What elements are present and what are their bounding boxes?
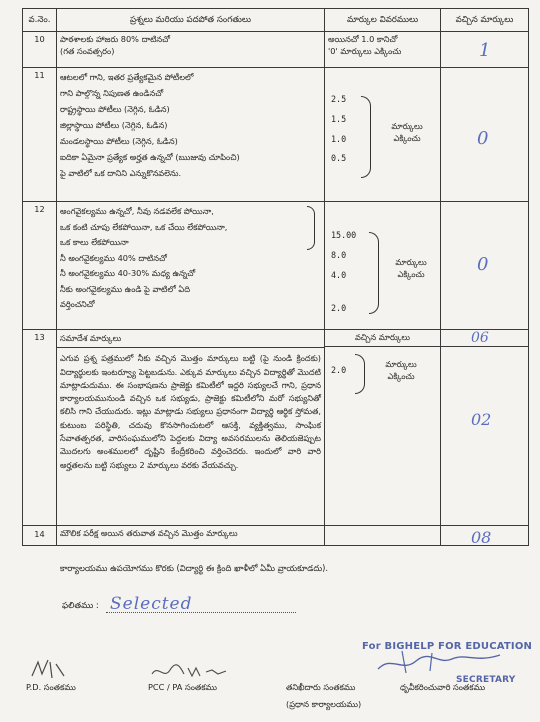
handwritten-score: 02 <box>471 410 492 429</box>
marks-options <box>331 364 346 376</box>
row-scored <box>441 32 529 68</box>
question-line: రాష్ట్రస్థాయి పోటీలు (నెగ్గిన, ఓడిన) <box>60 103 170 114</box>
row-scored <box>441 202 529 330</box>
handwritten-score: 0 <box>477 254 489 275</box>
table-header-row <box>23 9 529 32</box>
head-office-label: (ప్రధాన కార్యాలయము) <box>286 699 362 709</box>
row-number: 14 <box>23 526 57 546</box>
marks-instruction-line: ఎక్కించు <box>393 133 421 144</box>
row-scored <box>441 330 529 526</box>
header-scored-marks: వచ్చిన మార్కులు <box>441 9 529 32</box>
marks-option: 0.5 <box>331 153 347 164</box>
row-marks-details <box>325 32 441 68</box>
header-serial-no: వ.నెం. <box>23 9 57 32</box>
row-question <box>57 526 325 546</box>
marks-option: 2.0 <box>331 365 347 375</box>
row-number: 11 <box>23 68 57 202</box>
question-line: ఆటలలో గాని, ఇతర ప్రత్యేకమైన పోటీలలో <box>60 72 194 82</box>
marks-option: 8.0 <box>331 249 347 260</box>
result-value: Selected <box>110 594 193 614</box>
row-marks-details <box>325 202 441 330</box>
row-question <box>57 32 325 68</box>
question-line: ఒక కాలు లేకపోయినా <box>60 237 129 248</box>
marks-instruction-line: మార్కులు <box>395 257 427 267</box>
row-question <box>57 330 325 526</box>
marks-instruction-line: మార్కులు <box>385 359 417 369</box>
question-line: (గత సంవత్సరం) <box>60 45 115 56</box>
question-line: గాని పాల్గొన్న నిపుణత ఉండినచో <box>60 87 164 98</box>
question-line: మౌలిక పరీక్ష అయిన తరువాత వచ్చిన మొత్తం మార్కులు <box>60 528 238 538</box>
header-marks-details: మార్కుల వివరములు <box>325 9 441 32</box>
row-scored <box>441 68 529 202</box>
marks-instruction <box>383 256 439 281</box>
handwritten-score: 1 <box>479 40 491 61</box>
marks-instruction <box>377 120 437 145</box>
table-row <box>23 330 529 526</box>
pd-signature-label: P.D. సంతకము <box>26 682 76 692</box>
marks-options <box>331 226 356 319</box>
marks-option: 4.0 <box>331 269 347 280</box>
interview-paragraph: ఎగువ ప్రశ్న పత్రములో నీకు వచ్చిన మొత్తం మార్కులు బట్టి (పై నుండి క్రిందకు) విద్యార్థులకు ఇంటర్వ్యూ పెట్టబడును. ఎక్కువ మార్కులు వచ్చిన విద్యార్థితో మొదటి మాట్లాడుదుము. ఈ సంభాషణను ప్రాజెక్టు కమిటీలో ఇద్దరి సభ్యులచే గాని, ప్రధాన కార్యాలయమునుండి వచ్చిన ఒక సభ్యుడు, ప్రాజెక్టు కమిటీలోని మరో సభ్యునితో కలిసి గాని చేయుదురు. ఇట్లు మాట్లాడు సభ్యులు ప్రధానంగా విద్యార్థి ఆర్థిక స్తోమత, కుటుంబ పరిస్థితి, చదువు కొనసాగించుటలో ఆసక్తి, వ్యక్తిత్వము, సాంఘిక సేవాతత్పరత, వారిసంఘములోని పెద్దలకు విద్యా అవసరములను తెలియజెప్పుట మొదలగు అంశములలో దృష్టిని కేంద్రీకరించి వర్తించెదరు. ఇందులో వారి వారి అర్హతలను బట్టి సభ్యులు 2 మార్కులు వరకు వేయవచ్చు. <box>60 353 321 470</box>
header-question: ప్రశ్నలు మరియు పదపోత సంగతులు <box>57 9 325 32</box>
row-marks-details <box>325 526 441 546</box>
question-line: ఐదికా ఏమైనా ప్రత్యేక అర్హత ఉన్నచో (ఋజువు చూపించి) <box>60 151 240 162</box>
marks-line: అయినచో 1.0 కానిచో <box>328 34 398 44</box>
handwritten-score: 08 <box>471 528 492 547</box>
table-row <box>23 526 529 546</box>
marks-instruction <box>371 358 431 383</box>
marks-option: 15.00 <box>331 230 357 240</box>
marks-instruction-line: ఎక్కించు <box>397 269 425 280</box>
pcc-signature <box>150 662 230 682</box>
question-line: అంగవైకల్యము ఉన్నచో, నీవు నడవలేక పోయినా, <box>60 206 214 216</box>
pd-signature <box>28 656 68 684</box>
question-line: జిల్లాస్థాయి పోటీలు (నెగ్గిన, ఓడిన) <box>60 119 168 130</box>
marks-instruction-line: ఎక్కించు <box>387 371 415 382</box>
question-line: మండలస్థాయి పోటీలు (నెగ్గిన, ఓడిన) <box>60 135 178 146</box>
question-line: పై వాటిలో ఒక దానిని ఎన్నుకొనవలెను. <box>60 167 182 178</box>
table-row <box>23 202 529 330</box>
table-row <box>23 32 529 68</box>
marks-option: 2.0 <box>331 303 347 314</box>
marks-line: '0' మార్కులు ఎక్కించు <box>328 45 402 56</box>
result-line <box>106 612 296 613</box>
row-number: 10 <box>23 32 57 68</box>
question-line: నీ అంగవైకల్యము 40-30% మధ్య ఉన్నచో <box>60 268 196 279</box>
marks-table <box>22 8 529 546</box>
marks-option: 2.5 <box>331 94 347 104</box>
question-line: పాఠశాలకు హాజరు 80% దాటినచో <box>60 34 171 44</box>
result-label: ఫలితము : <box>62 601 99 611</box>
handwritten-score: 0 <box>477 128 489 149</box>
marks-option: 1.5 <box>331 113 347 124</box>
pcc-signature-label: PCC / PA సంతకము <box>148 682 217 692</box>
marks-option: 1.0 <box>331 133 347 144</box>
row-number: 13 <box>23 330 57 526</box>
organization-stamp: For BIGHELP FOR EDUCATION <box>362 641 533 652</box>
curly-brace <box>361 96 371 178</box>
marks-options <box>331 90 346 169</box>
row-marks-details <box>325 330 441 526</box>
row-marks-details <box>325 68 441 202</box>
curly-brace <box>307 206 315 250</box>
office-use-note: కార్యాలయము ఉపయోగము కొరకు (విద్యార్థి ఈ క్రింది ఖాళీలో ఏమీ వ్రాయకూడదు). <box>60 563 329 573</box>
verifier-signature-label: ధృవీకరించువారి సంతకము <box>400 682 486 692</box>
section-heading: సమాదేశ మార్కులు <box>57 330 324 348</box>
question-line: నీ అంగవైకల్యము 40% దాటినచో <box>60 252 167 263</box>
handwritten-score: 06 <box>471 330 489 346</box>
row-question <box>57 68 325 202</box>
sub-score-cell <box>441 330 528 347</box>
row-number: 12 <box>23 202 57 330</box>
question-line: ఒక కంటి చూపు లేకపోయినా, ఒక చేయి లేకపోయినా, <box>60 221 228 232</box>
marks-instruction-line: మార్కులు <box>391 121 423 131</box>
question-line: నీకు అంగవైకల్యము ఉండి పై వాటిలో ఏది <box>60 283 190 294</box>
subheading-scored: వచ్చిన మార్కులు <box>325 330 440 347</box>
curly-brace <box>355 354 365 394</box>
inspector-signature-label: తనిఖీదారు సంతకము <box>286 682 356 692</box>
row-question <box>57 202 325 330</box>
question-line: వర్తించనిచో <box>60 299 95 310</box>
stamp-secretary: SECRETARY <box>456 675 516 685</box>
curly-brace <box>369 232 379 314</box>
table-row <box>23 68 529 202</box>
row-scored <box>441 526 529 546</box>
